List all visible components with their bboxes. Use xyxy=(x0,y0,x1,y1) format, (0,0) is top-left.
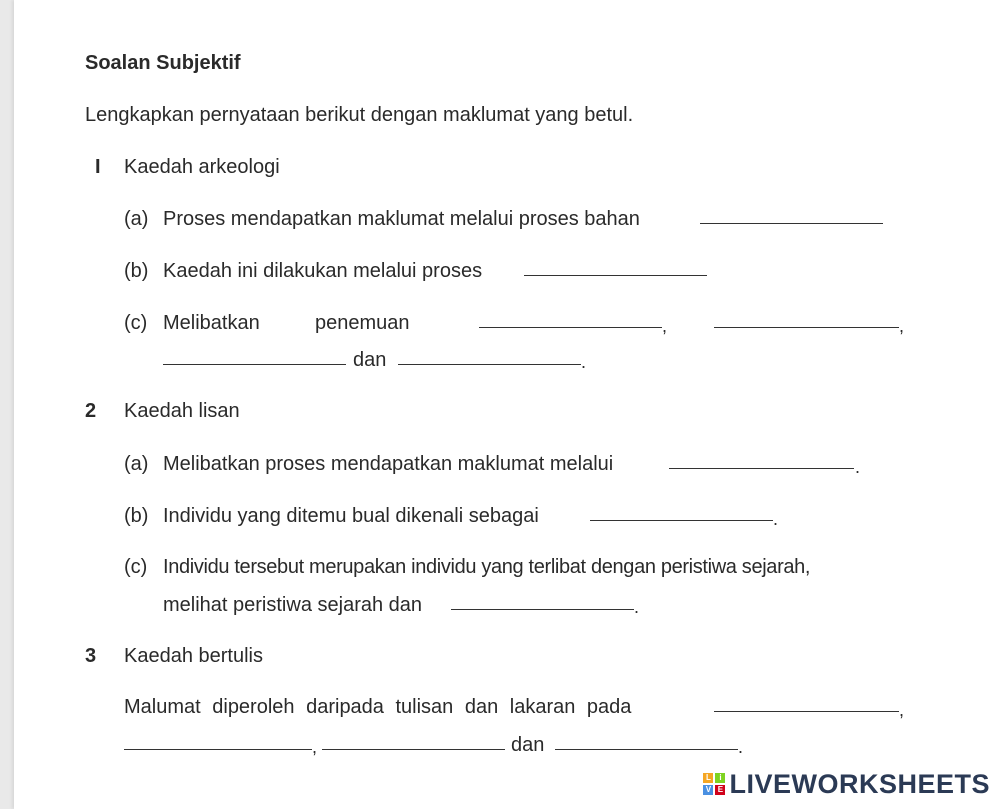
period: . xyxy=(738,737,744,757)
logo-tile: L xyxy=(703,773,713,783)
answer-2a-input[interactable] xyxy=(669,450,854,469)
logo-tile: V xyxy=(703,785,713,795)
question-1a-text: Proses mendapatkan maklumat melalui proses bahan xyxy=(163,208,640,230)
period: . xyxy=(773,509,779,529)
answer-1c-3-input[interactable] xyxy=(163,346,346,365)
instruction-text: Lengkapkan pernyataan berikut dengan maklumat yang betul. xyxy=(85,104,634,126)
answer-1c-2-input[interactable] xyxy=(714,309,899,328)
question-2-title: Kaedah lisan xyxy=(124,400,240,422)
logo-tile: i xyxy=(715,773,725,783)
answer-3-1-input[interactable] xyxy=(714,693,899,712)
answer-1b-input[interactable] xyxy=(524,257,707,276)
worksheet-page xyxy=(14,0,1000,809)
section-heading: Soalan Subjektif xyxy=(85,52,241,74)
question-1c-label: (c) xyxy=(124,312,148,334)
question-1a-label: (a) xyxy=(124,208,149,230)
period: . xyxy=(855,457,861,477)
period: . xyxy=(581,352,587,372)
answer-3-2-input[interactable] xyxy=(124,731,312,750)
answer-2c-input[interactable] xyxy=(451,591,634,610)
answer-1c-1-input[interactable] xyxy=(479,309,662,328)
question-2c-label: (c) xyxy=(124,556,148,578)
question-1b-label: (b) xyxy=(124,260,149,282)
question-2-number: 2 xyxy=(85,400,97,422)
comma: , xyxy=(899,700,905,720)
question-2b-label: (b) xyxy=(124,505,149,527)
comma: , xyxy=(899,316,905,336)
question-1b-text: Kaedah ini dilakukan melalui proses xyxy=(163,260,483,282)
question-3-number: 3 xyxy=(85,645,97,667)
question-1c-text-part2: penemuan xyxy=(315,312,410,334)
conjunction-dan: dan xyxy=(511,734,545,756)
question-1-number: I xyxy=(95,156,101,178)
question-2a-text: Melibatkan proses mendapatkan maklumat melalui xyxy=(163,453,614,475)
answer-1c-4-input[interactable] xyxy=(398,346,581,365)
question-1-title: Kaedah arkeologi xyxy=(124,156,280,178)
conjunction-dan: dan xyxy=(353,349,387,371)
comma: , xyxy=(662,316,668,336)
answer-1a-input[interactable] xyxy=(700,205,883,224)
logo-text: LIVEWORKSHEETS xyxy=(729,768,990,799)
logo-tile: E xyxy=(715,785,725,795)
question-2c-line1: Individu tersebut merupakan individu yang terlibat dengan peristiwa sejarah, xyxy=(163,556,811,578)
comma: , xyxy=(312,737,318,757)
question-1c-text-part1: Melibatkan xyxy=(163,312,260,334)
period: . xyxy=(634,597,640,617)
question-2c-line2: melihat peristiwa sejarah dan xyxy=(163,594,423,616)
question-2b-text: Individu yang ditemu bual dikenali sebagai xyxy=(163,505,539,527)
question-3-text: Malumat diperoleh daripada tulisan dan lakaran pada xyxy=(124,696,632,718)
liveworksheets-logo-icon xyxy=(703,773,725,795)
answer-3-3-input[interactable] xyxy=(322,731,505,750)
question-2a-label: (a) xyxy=(124,453,149,475)
question-3-title: Kaedah bertulis xyxy=(124,645,263,667)
liveworksheets-logo xyxy=(703,767,990,801)
answer-3-4-input[interactable] xyxy=(555,731,738,750)
answer-2b-input[interactable] xyxy=(590,502,773,521)
